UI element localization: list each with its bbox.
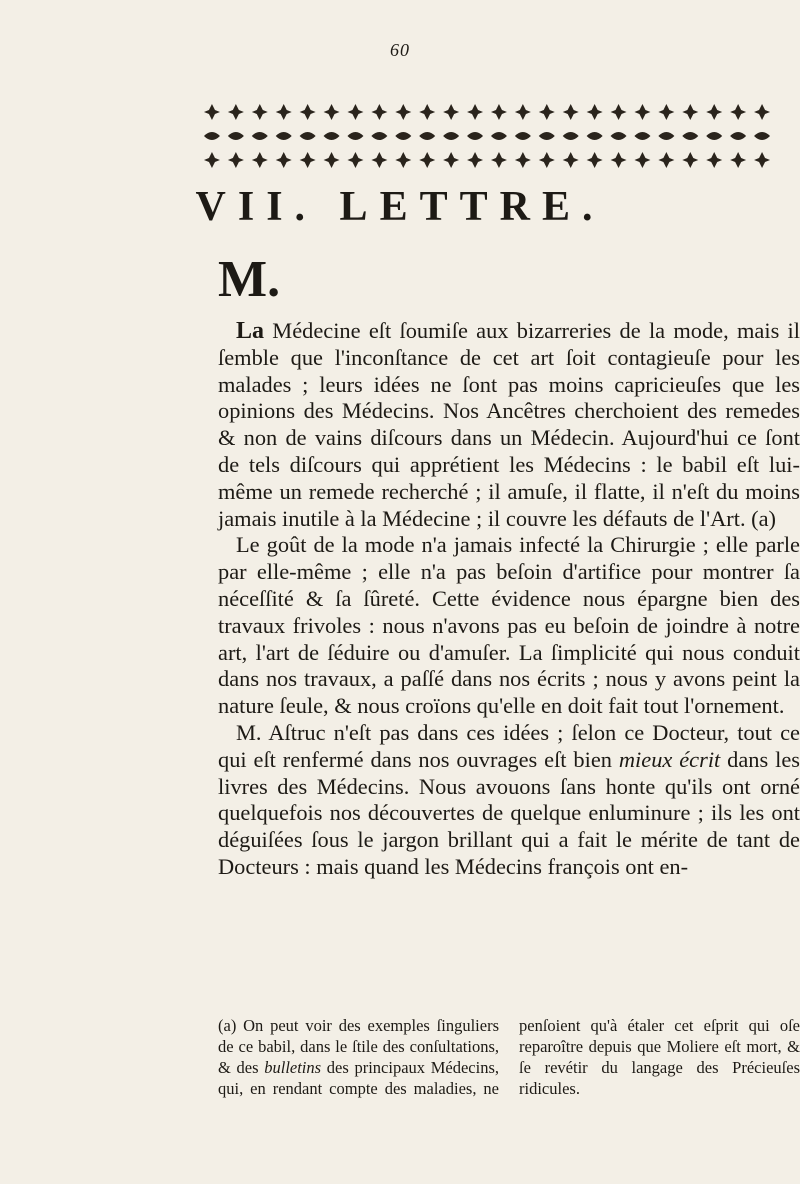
fleuron-mark — [419, 152, 435, 168]
fleuron-mark — [634, 152, 650, 168]
fleuron-mark — [395, 132, 411, 140]
fleuron-mark — [371, 132, 387, 140]
fleuron-mark — [252, 152, 268, 168]
fleuron-mark — [324, 152, 340, 168]
fleuron-mark — [371, 152, 387, 168]
fleuron-mark — [204, 152, 220, 168]
fleuron-mark — [658, 152, 674, 168]
fleuron-mark — [300, 104, 316, 120]
fleuron-mark — [228, 152, 244, 168]
footnote-italic: bulletins — [264, 1058, 322, 1077]
fleuron-mark — [754, 152, 770, 168]
fleuron-mark — [347, 104, 363, 120]
fleuron-mark — [563, 152, 579, 168]
fleuron-mark — [491, 152, 507, 168]
fleuron-mark — [228, 104, 244, 120]
fleuron-mark — [443, 152, 459, 168]
fleuron-mark — [252, 132, 268, 140]
fleuron-mark — [730, 104, 746, 120]
fleuron-mark — [682, 152, 698, 168]
fleuron-mark — [515, 152, 531, 168]
fleuron-mark — [611, 132, 627, 140]
fleuron-mark — [706, 132, 722, 140]
fleuron-mark — [587, 132, 603, 140]
fleuron-band-icon — [200, 98, 774, 174]
fleuron-mark — [300, 152, 316, 168]
fleuron-mark — [730, 152, 746, 168]
footnote-text — [218, 1015, 800, 1099]
fleuron-mark — [754, 104, 770, 120]
fleuron-mark — [300, 132, 316, 140]
fleuron-mark — [539, 152, 555, 168]
salutation: M. — [218, 251, 281, 308]
fleuron-mark — [252, 104, 268, 120]
fleuron-mark — [658, 132, 674, 140]
paragraph-3-text-b: dans les livres des Médecins. Nous avouons ſans honte qu'ils ont orné quelquefois nos découvertes de quelque enluminure ; ils les ont déguiſées ſous le jargon brillant qui a fait le mérite de tant de Docteurs : mais quand les Médecins françois ont en- — [218, 746, 800, 879]
fleuron-mark — [276, 104, 292, 120]
footnote — [218, 1015, 800, 1099]
fleuron-mark — [587, 152, 603, 168]
fleuron-mark — [634, 132, 650, 140]
fleuron-mark — [539, 104, 555, 120]
fleuron-mark — [467, 104, 483, 120]
paragraph-1 — [218, 318, 800, 532]
fleuron-mark — [467, 152, 483, 168]
fleuron-mark — [228, 132, 244, 140]
fleuron-mark — [276, 132, 292, 140]
fleuron-mark — [754, 132, 770, 140]
fleuron-mark — [443, 104, 459, 120]
letter-heading: VII. LETTRE. — [195, 184, 605, 230]
fleuron-mark — [276, 152, 292, 168]
fleuron-mark — [563, 104, 579, 120]
fleuron-mark — [515, 104, 531, 120]
fleuron-mark — [467, 132, 483, 140]
fleuron-mark — [204, 132, 220, 140]
fleuron-mark — [611, 152, 627, 168]
paragraph-3-text-a: M. Aſtruc n'eſt pas dans ces idées ; ſelon ce Docteur, tout ce qui eſt renfermé dans nos ouvrages eſt bien — [218, 719, 800, 772]
dropcap-word: La — [236, 318, 265, 344]
fleuron-mark — [634, 104, 650, 120]
fleuron-mark — [587, 104, 603, 120]
fleuron-mark — [204, 104, 220, 120]
fleuron-mark — [491, 104, 507, 120]
fleuron-mark — [682, 132, 698, 140]
fleuron-mark — [347, 132, 363, 140]
fleuron-mark — [682, 104, 698, 120]
fleuron-mark — [324, 104, 340, 120]
fleuron-mark — [706, 152, 722, 168]
fleuron-mark — [730, 132, 746, 140]
fleuron-mark — [563, 132, 579, 140]
fleuron-mark — [395, 152, 411, 168]
fleuron-mark — [706, 104, 722, 120]
page-number: 60 — [390, 40, 410, 60]
fleuron-mark — [443, 132, 459, 140]
fleuron-mark — [419, 132, 435, 140]
letter-body — [218, 318, 800, 881]
paragraph-3-italic: mieux écrit — [618, 746, 721, 772]
fleuron-mark — [611, 104, 627, 120]
fleuron-mark — [491, 132, 507, 140]
fleuron-mark — [347, 152, 363, 168]
fleuron-mark — [419, 104, 435, 120]
fleuron-mark — [395, 104, 411, 120]
fleuron-mark — [515, 132, 531, 140]
footnote-text-a: (a) On peut voir des exemples ſinguliers de ce babil, dans le ſtile des conſultations, & des — [218, 1016, 499, 1077]
paragraph-1-text: Médecine eſt ſoumiſe aux bizarreries de la mode, mais il ſemble que l'inconſtance de cet art ſoit contagieuſe pour les malades ; leurs idées ne ſont pas moins capricieuſes que les opinions des Médecins. Nos Ancêtres cherchoient des remedes & non de vains diſcours dans un Médecin. Aujourd'hui ce ſont de tels diſcours qui apprétient les Médecins : le babil eſt lui-même un remede recherché ; il amuſe, il flatte, il n'eſt du moins jamais inutile à la Médecine ; il couvre les défauts de l'Art. (a) — [218, 318, 800, 531]
fleuron-mark — [371, 104, 387, 120]
paragraph-3 — [218, 720, 800, 881]
fleuron-mark — [539, 132, 555, 140]
footnote-text-b: des principaux Médecins, qui, en rendant compte des maladies, ne penſoient qu'à étaler cet eſprit qui oſe reparoître depuis que Moliere eſt mort, & ſe revétir du langage des Précieuſes ridicules. — [218, 1016, 800, 1098]
fleuron-mark — [658, 104, 674, 120]
paragraph-2: Le goût de la mode n'a jamais infecté la Chirurgie ; elle parle par elle-même ; elle n'a pas beſoin d'artifice pour montrer ſa néceſſité & ſa ſûreté. Cette évidence nous épargne bien des travaux frivoles : nous n'avons pas eu beſoin de joindre à notre art, l'art de ſéduire ou d'amuſer. La ſimplicité qui nous conduit dans nos travaux, a paſſé dans nos écrits ; nous y avons peint la nature ſeule, & nous croïons qu'elle en doit fait tout l'ornement. — [218, 532, 800, 719]
fleuron-mark — [324, 132, 340, 140]
